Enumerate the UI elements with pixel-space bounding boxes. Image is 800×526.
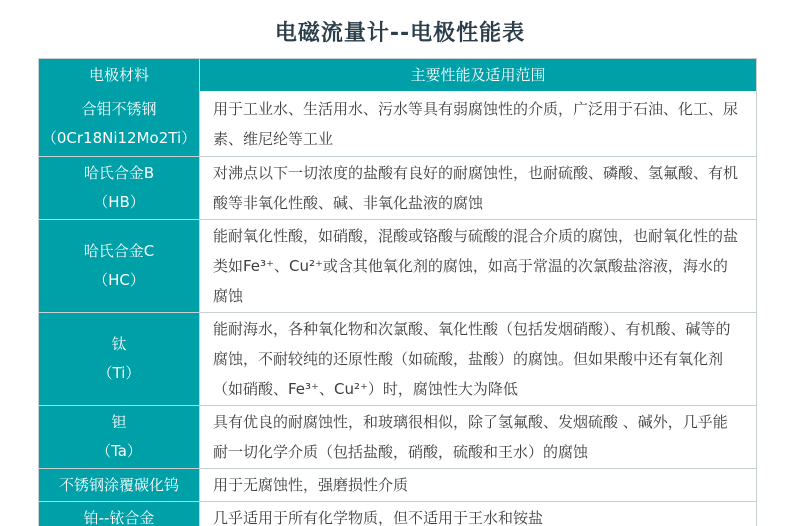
material-line: 钽 bbox=[111, 413, 127, 431]
table-row bbox=[39, 405, 756, 468]
material-cell bbox=[39, 91, 200, 156]
description-text: 能耐海水，各种氧化物和次氯酸、氧化性酸（包括发烟硝酸）、有机酸、碱等的腐蚀，不耐较纯的还原性酸（如硫酸，盐酸）的腐蚀。但如果酸中还有氧化剂（如硝酸、Fe³⁺、Cu²⁺）时，腐蚀性大为降低 bbox=[213, 320, 731, 398]
header-cell-material: 电极材料 bbox=[39, 59, 200, 91]
material-line: 不锈钢涂覆碳化钨 bbox=[58, 475, 179, 494]
table-row bbox=[39, 468, 756, 501]
material-line: （0Cr18Ni12Mo2Ti） bbox=[41, 128, 197, 147]
description-cell bbox=[200, 157, 756, 219]
material-cell bbox=[39, 406, 200, 468]
description-cell bbox=[200, 502, 756, 526]
table-row bbox=[39, 156, 756, 219]
table-row bbox=[39, 219, 756, 312]
material-cell bbox=[39, 157, 200, 219]
page-title: 电磁流量计--电极性能表 bbox=[274, 21, 526, 46]
material-line: （Ta） bbox=[96, 442, 142, 460]
material-line: （HC） bbox=[93, 271, 145, 289]
description-cell bbox=[200, 469, 756, 501]
table-header-row bbox=[39, 59, 756, 91]
table-row bbox=[39, 501, 756, 526]
description-text: 能耐氧化性酸，如硝酸，混酸或铬酸与硫酸的混合介质的腐蚀，也耐氧化性的盐类如Fe³⁺、Cu²⁺或含其他氧化剂的腐蚀，如高于常温的次氯酸盐溶液，海水的腐蚀 bbox=[213, 227, 739, 305]
description-cell bbox=[200, 220, 756, 312]
description-text: 对沸点以下一切浓度的盐酸有良好的耐腐蚀性，也耐硫酸、磷酸、氢氟酸、有机酸等非氧化性酸、碱、非氧化盐液的腐蚀 bbox=[213, 164, 739, 212]
material-cell bbox=[39, 502, 200, 526]
material-line: （HB） bbox=[93, 193, 145, 211]
material-line: 哈氏合金C bbox=[83, 242, 155, 260]
material-line: 铂--铱合金 bbox=[83, 508, 155, 526]
material-cell bbox=[39, 313, 200, 405]
table-row bbox=[39, 91, 756, 156]
material-line: （Ti） bbox=[97, 364, 141, 382]
header-cell-performance: 主要性能及适用范围 bbox=[200, 59, 756, 91]
description-text: 用于无腐蚀性，强磨损性介质 bbox=[213, 476, 409, 494]
description-text: 具有优良的耐腐蚀性，和玻璃很相似，除了氢氟酸、发烟硫酸 、碱外，几乎能耐一切化学介质（包括盐酸，硝酸，硫酸和王水）的腐蚀 bbox=[213, 413, 728, 461]
description-text: 几乎适用于所有化学物质，但不适用于王水和铵盐 bbox=[213, 509, 544, 526]
description-cell bbox=[200, 91, 756, 156]
material-line: 钛 bbox=[111, 335, 127, 353]
description-text: 用于工业水、生活用水、污水等具有弱腐蚀性的介质，广泛用于石油、化工、尿素、维尼纶等工业 bbox=[213, 99, 739, 148]
material-cell bbox=[39, 469, 200, 501]
table-row bbox=[39, 312, 756, 405]
material-cell bbox=[39, 220, 200, 312]
description-cell bbox=[200, 313, 756, 405]
table-body bbox=[39, 91, 756, 526]
electrode-performance-table bbox=[38, 58, 757, 526]
material-line: 合钼不锈钢 bbox=[81, 99, 157, 118]
description-cell bbox=[200, 406, 756, 468]
material-line: 哈氏合金B bbox=[83, 164, 155, 182]
